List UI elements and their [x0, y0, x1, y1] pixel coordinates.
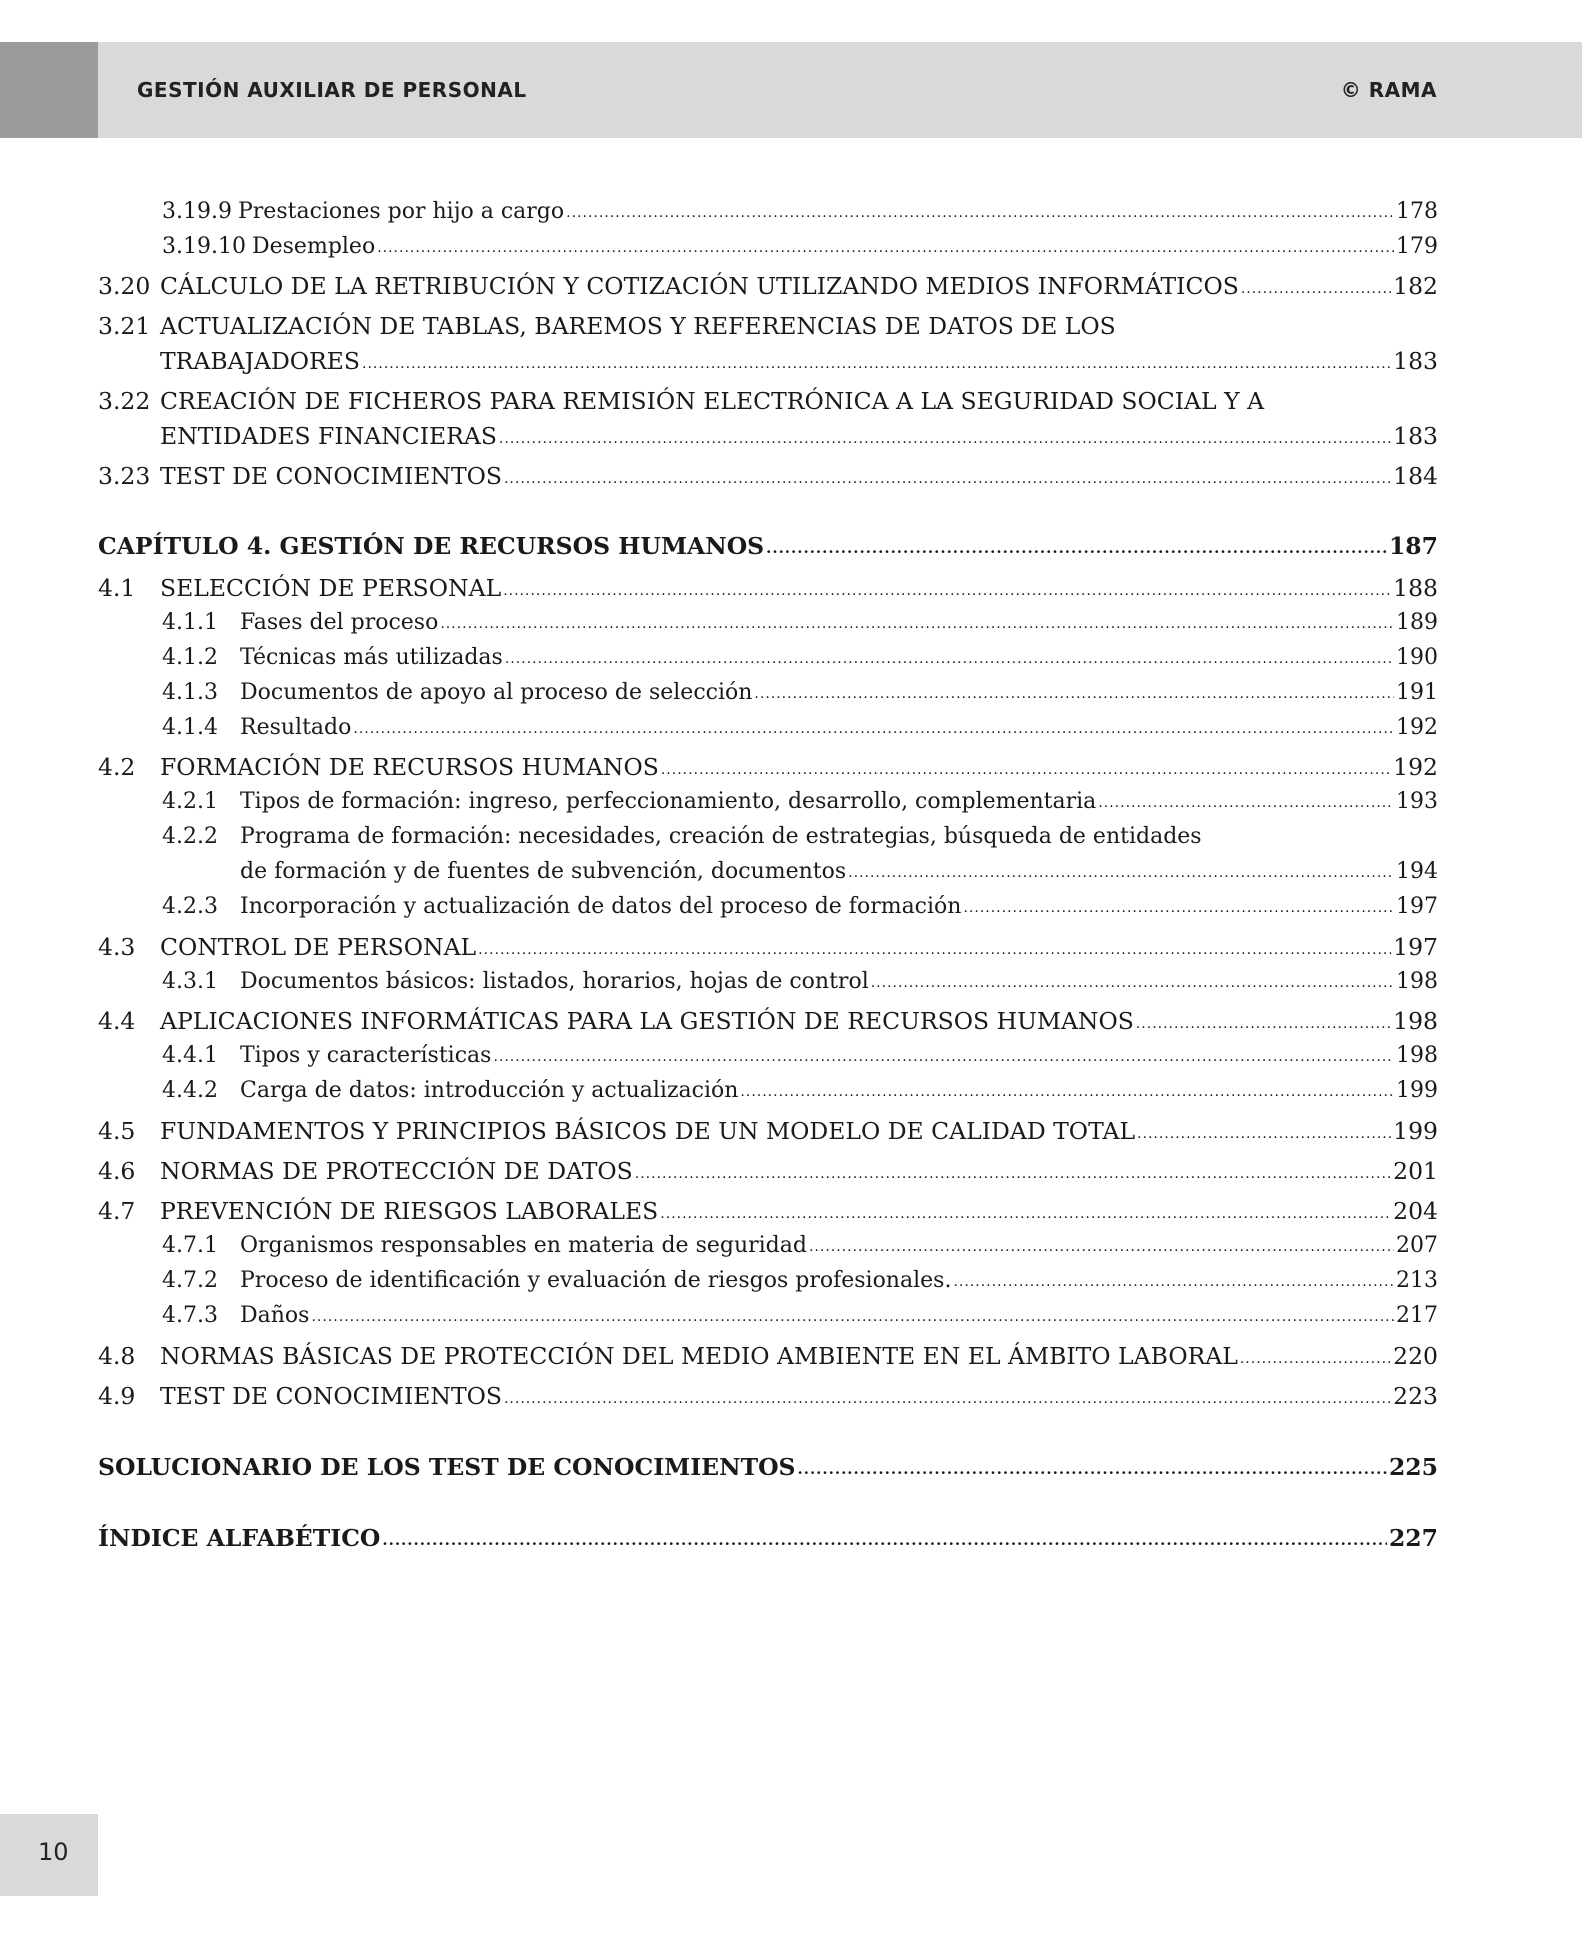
entry-number: 4.8 [98, 1342, 136, 1370]
entry-title: CONTROL DE PERSONAL [160, 933, 477, 961]
entry-number: 4.2.3 [162, 894, 218, 919]
entry-number: 4.4.1 [162, 1043, 218, 1068]
entry-page: 198 [1393, 1007, 1438, 1035]
entry-title: Proceso de identificación y evaluación de riesgos profesionales. [240, 1268, 952, 1293]
toc-entry[interactable] [160, 345, 1438, 377]
leader-dots [809, 1231, 1394, 1263]
toc-entry-line1[interactable] [98, 385, 1438, 417]
leader-dots [504, 463, 1391, 495]
entry-page: 213 [1396, 1268, 1438, 1293]
entry-page: 178 [1396, 199, 1438, 224]
leader-dots [848, 857, 1394, 889]
entry-page: 207 [1396, 1233, 1438, 1258]
toc-entry-line1[interactable] [162, 821, 1438, 853]
entry-title: ACTUALIZACIÓN DE TABLAS, BAREMOS Y REFERENCIAS DE DATOS DE LOS [160, 312, 1116, 340]
leader-dots [504, 1383, 1391, 1415]
entry-page: 198 [1396, 1043, 1438, 1068]
entry-title: FORMACIÓN DE RECURSOS HUMANOS [160, 753, 659, 781]
entry-title: TEST DE CONOCIMIENTOS [160, 462, 502, 490]
entry-title: Documentos de apoyo al proceso de selección [240, 680, 753, 705]
entry-number: 4.1.1 [162, 610, 218, 635]
entry-title: Organismos responsables en materia de seguridad [240, 1233, 807, 1258]
leader-dots [798, 1453, 1387, 1485]
entry-page: 194 [1396, 859, 1438, 884]
toc-entry[interactable] [98, 1005, 1438, 1037]
entry-number: 4.7.2 [162, 1268, 218, 1293]
entry-page: 198 [1396, 969, 1438, 994]
entry-title: Carga de datos: introducción y actualización [240, 1078, 739, 1103]
toc-entry-line1[interactable] [98, 310, 1438, 342]
entry-page: 193 [1396, 789, 1438, 814]
toc-entry[interactable] [162, 677, 1438, 709]
entry-number: 4.1 [98, 574, 136, 602]
entry-number: 3.22 [98, 387, 151, 415]
entry-page: 199 [1393, 1117, 1438, 1145]
toc-entry[interactable] [162, 196, 1438, 228]
toc-entry[interactable] [98, 1115, 1438, 1147]
entry-title: Tipos y características [240, 1043, 492, 1068]
leader-dots [660, 1198, 1391, 1230]
entry-number: 4.1.2 [162, 645, 218, 670]
entry-title: NORMAS BÁSICAS DE PROTECCIÓN DEL MEDIO AMBIENTE EN EL ÁMBITO LABORAL [160, 1342, 1238, 1370]
entry-page: 197 [1396, 894, 1438, 919]
entry-title-continued: ENTIDADES FINANCIERAS [160, 422, 497, 450]
toc-entry[interactable] [162, 231, 1438, 263]
entry-title: Fases del proceso [240, 610, 439, 635]
leader-dots [311, 1301, 1394, 1333]
leader-dots [353, 713, 1394, 745]
toc-entry[interactable] [98, 1195, 1438, 1227]
entry-title: CREACIÓN DE FICHEROS PARA REMISIÓN ELECTRÓNICA A LA SEGURIDAD SOCIAL Y A [160, 387, 1265, 415]
entry-title: Resultado [240, 715, 352, 740]
entry-title: Documentos básicos: listados, horarios, hojas de control [240, 969, 869, 994]
entry-page: 192 [1396, 715, 1438, 740]
toc-entry[interactable] [162, 786, 1438, 818]
toc-entry[interactable] [98, 931, 1438, 963]
entry-title: SELECCIÓN DE PERSONAL [160, 574, 502, 602]
entry-title: FUNDAMENTOS Y PRINCIPIOS BÁSICOS DE UN MODELO DE CALIDAD TOTAL [160, 1117, 1136, 1145]
toc-entry[interactable] [98, 572, 1438, 604]
leader-dots [754, 678, 1394, 710]
toc-entry[interactable] [98, 751, 1438, 783]
toc-entry[interactable] [98, 1155, 1438, 1187]
leader-dots [382, 1524, 1387, 1556]
entry-number: 4.2 [98, 753, 136, 781]
leader-dots [505, 643, 1394, 675]
entry-number: 3.23 [98, 462, 151, 490]
entry-page: 223 [1393, 1382, 1438, 1410]
leader-dots [362, 348, 1391, 380]
entry-title: Daños [240, 1303, 310, 1328]
leader-dots [871, 967, 1394, 999]
entry-page: 201 [1393, 1157, 1438, 1185]
entry-page: 188 [1393, 574, 1438, 602]
leader-dots [1240, 1343, 1391, 1375]
leader-dots [1136, 1008, 1391, 1040]
leader-dots [1241, 273, 1391, 305]
toc-entry[interactable] [162, 891, 1438, 923]
entry-number: 4.4.2 [162, 1078, 218, 1103]
toc-entry[interactable] [162, 1040, 1438, 1072]
entry-number: 3.19.9 [162, 199, 232, 224]
leader-dots [493, 1041, 1394, 1073]
leader-dots [740, 1076, 1394, 1108]
toc-entry[interactable] [160, 420, 1438, 452]
entry-title: Incorporación y actualización de datos del proceso de formación [240, 894, 962, 919]
entry-title: TEST DE CONOCIMIENTOS [160, 1382, 502, 1410]
entry-title: NORMAS DE PROTECCIÓN DE DATOS [160, 1157, 633, 1185]
entry-title: Programa de formación: necesidades, creación de estrategias, búsqueda de entidades [240, 824, 1202, 849]
toc-entry[interactable] [162, 1265, 1438, 1297]
entry-title: PREVENCIÓN DE RIESGOS LABORALES [160, 1197, 659, 1225]
toc-solucionario[interactable] [98, 1451, 1438, 1483]
entry-number: 4.2.2 [162, 824, 218, 849]
header-tab [0, 42, 98, 138]
entry-page: 184 [1393, 462, 1438, 490]
toc-indice-alfabetico[interactable] [98, 1522, 1438, 1554]
toc-entry[interactable] [240, 856, 1438, 888]
toc-entry[interactable] [162, 607, 1438, 639]
leader-dots [503, 575, 1391, 607]
section-page: 227 [1388, 1524, 1438, 1552]
entry-title-continued: de formación y de fuentes de subvención, documentos [240, 859, 847, 884]
toc-entry[interactable] [162, 1230, 1438, 1262]
entry-title: Desempleo [251, 234, 376, 259]
leader-dots [566, 197, 1394, 229]
entry-number: 4.7.1 [162, 1233, 218, 1258]
entry-page: 197 [1393, 933, 1438, 961]
toc-entry[interactable] [162, 712, 1438, 744]
entry-number: 4.1.4 [162, 715, 218, 740]
entry-page: 182 [1393, 272, 1438, 300]
toc-entry[interactable] [98, 1340, 1438, 1372]
toc-chapter-4[interactable] [98, 530, 1438, 562]
entry-page: 199 [1396, 1078, 1438, 1103]
entry-number: 4.7 [98, 1197, 136, 1225]
entry-number: 4.6 [98, 1157, 136, 1185]
leader-dots [635, 1158, 1391, 1190]
entry-page: 191 [1396, 680, 1438, 705]
entry-page: 183 [1393, 347, 1438, 375]
leader-dots [963, 892, 1394, 924]
entry-title: Técnicas más utilizadas [240, 645, 503, 670]
toc-entry[interactable] [98, 460, 1438, 492]
entry-page: 192 [1393, 753, 1438, 781]
entry-number: 4.2.1 [162, 789, 218, 814]
entry-number: 4.3 [98, 933, 136, 961]
section-page: 225 [1388, 1453, 1438, 1481]
toc-entry[interactable] [162, 642, 1438, 674]
toc-entry[interactable] [162, 1075, 1438, 1107]
toc-entry[interactable] [98, 270, 1438, 302]
entry-page: 217 [1396, 1303, 1438, 1328]
entry-number: 4.1.3 [162, 680, 218, 705]
entry-title: CÁLCULO DE LA RETRIBUCIÓN Y COTIZACIÓN UTILIZANDO MEDIOS INFORMÁTICOS [160, 272, 1239, 300]
toc-entry[interactable] [98, 1380, 1438, 1412]
entry-number: 4.5 [98, 1117, 136, 1145]
leader-dots [377, 232, 1394, 264]
entry-number: 3.21 [98, 312, 151, 340]
section-title: ÍNDICE ALFABÉTICO [98, 1524, 381, 1552]
leader-dots [1098, 787, 1394, 819]
entry-title: Prestaciones por hijo a cargo [237, 199, 565, 224]
entry-page: 204 [1393, 1197, 1438, 1225]
entry-number: 3.20 [98, 272, 151, 300]
entry-title: Tipos de formación: ingreso, perfeccionamiento, desarrollo, complementaria [240, 789, 1097, 814]
toc-entry[interactable] [162, 966, 1438, 998]
entry-number: 3.19.10 [162, 234, 246, 259]
leader-dots [661, 754, 1391, 786]
entry-number: 4.3.1 [162, 969, 218, 994]
publisher-label: © RAMA [1340, 78, 1437, 102]
book-title: GESTIÓN AUXILIAR DE PERSONAL [137, 78, 527, 102]
entry-number: 4.7.3 [162, 1303, 218, 1328]
entry-page: 179 [1396, 234, 1438, 259]
entry-page: 183 [1393, 422, 1438, 450]
entry-number: 4.4 [98, 1007, 136, 1035]
chapter-page: 187 [1388, 532, 1438, 560]
entry-title: APLICACIONES INFORMÁTICAS PARA LA GESTIÓN DE RECURSOS HUMANOS [160, 1007, 1134, 1035]
entry-page: 190 [1396, 645, 1438, 670]
leader-dots [953, 1266, 1394, 1298]
entry-title-continued: TRABAJADORES [160, 347, 361, 375]
section-title: SOLUCIONARIO DE LOS TEST DE CONOCIMIENTOS [98, 1453, 796, 1481]
page-number: 10 [38, 1838, 69, 1866]
entry-number: 4.9 [98, 1382, 136, 1410]
leader-dots [440, 608, 1394, 640]
leader-dots [478, 934, 1391, 966]
entry-page: 220 [1393, 1342, 1438, 1370]
leader-dots [1137, 1118, 1391, 1150]
entry-page: 189 [1396, 610, 1438, 635]
toc-entry[interactable] [162, 1300, 1438, 1332]
leader-dots [766, 532, 1387, 564]
leader-dots [499, 423, 1391, 455]
chapter-title: CAPÍTULO 4. GESTIÓN DE RECURSOS HUMANOS [98, 532, 765, 560]
